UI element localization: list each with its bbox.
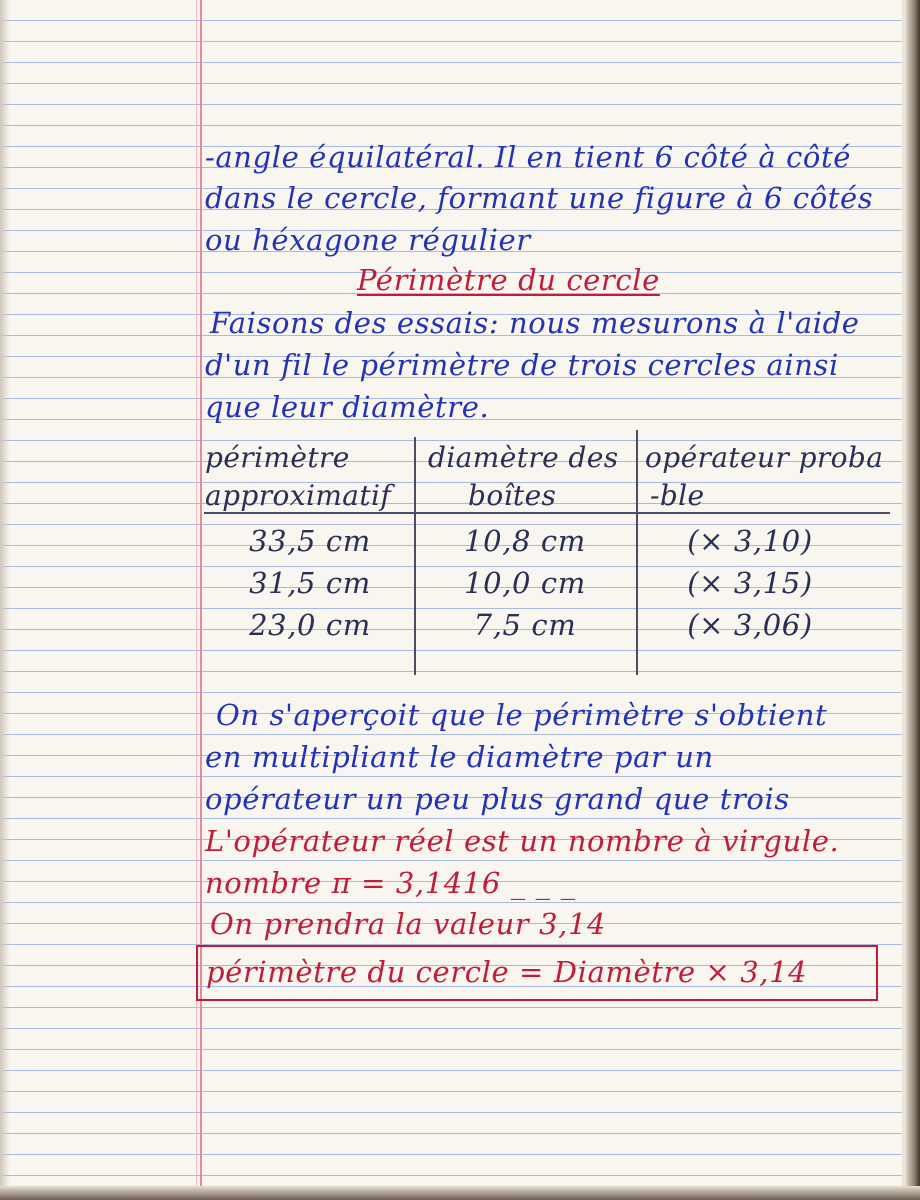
observation-line-2: en multipliant le diamètre par un	[205, 740, 714, 774]
table-header-1-line1: périmètre	[205, 441, 350, 474]
table-cell: 10,8 cm	[464, 524, 586, 558]
intro-line-1: Faisons des essais: nous mesurons à l'aide	[210, 306, 860, 340]
table-header-2-line1: diamètre des	[428, 441, 619, 474]
table-cell: 23,0 cm	[249, 608, 371, 642]
formula-text: périmètre du cercle = Diamètre × 3,14	[206, 955, 808, 989]
table-header-1-line2: approximatif	[205, 479, 392, 512]
observation-line-3: opérateur un peu plus grand que trois	[205, 782, 790, 816]
table-cell: 31,5 cm	[249, 566, 371, 600]
notebook-bottom-edge	[0, 1186, 920, 1200]
table-header-3-line1: opérateur proba	[645, 441, 884, 474]
page-left-shadow	[0, 0, 10, 1200]
table-header-3-line2: -ble	[650, 479, 705, 512]
table-cell: 10,0 cm	[464, 566, 586, 600]
section-title: Périmètre du cercle	[357, 263, 660, 297]
red-line-2: nombre π = 3,1416 _ _ _	[205, 866, 576, 900]
table-cell: 33,5 cm	[249, 524, 371, 558]
observation-line-1: On s'aperçoit que le périmètre s'obtient	[216, 698, 828, 732]
text-line-2: dans le cercle, formant une figure à 6 côtés	[205, 181, 874, 215]
text-line-3: ou héxagone régulier	[205, 223, 531, 257]
red-line-3: On prendra la valeur 3,14	[210, 907, 607, 941]
intro-line-2: d'un fil le périmètre de trois cercles ainsi	[205, 348, 839, 382]
table-divider-1	[414, 437, 416, 675]
table-header-rule	[204, 512, 890, 514]
margin-line-inner	[196, 0, 197, 1200]
formula-box	[196, 945, 878, 1001]
table-cell: (× 3,06)	[687, 608, 813, 642]
table-cell: (× 3,15)	[687, 566, 813, 600]
table-divider-2	[636, 430, 638, 675]
intro-line-3: que leur diamètre.	[205, 390, 490, 424]
table-cell: 7,5 cm	[473, 608, 577, 642]
text-line-1: -angle équilatéral. Il en tient 6 côté à côté	[205, 140, 851, 174]
notebook-right-edge	[906, 0, 920, 1200]
red-line-1: L'opérateur réel est un nombre à virgule.	[205, 824, 840, 858]
table-cell: (× 3,10)	[687, 524, 813, 558]
table-header-2-line2: boîtes	[468, 479, 557, 512]
margin-line	[200, 0, 202, 1200]
